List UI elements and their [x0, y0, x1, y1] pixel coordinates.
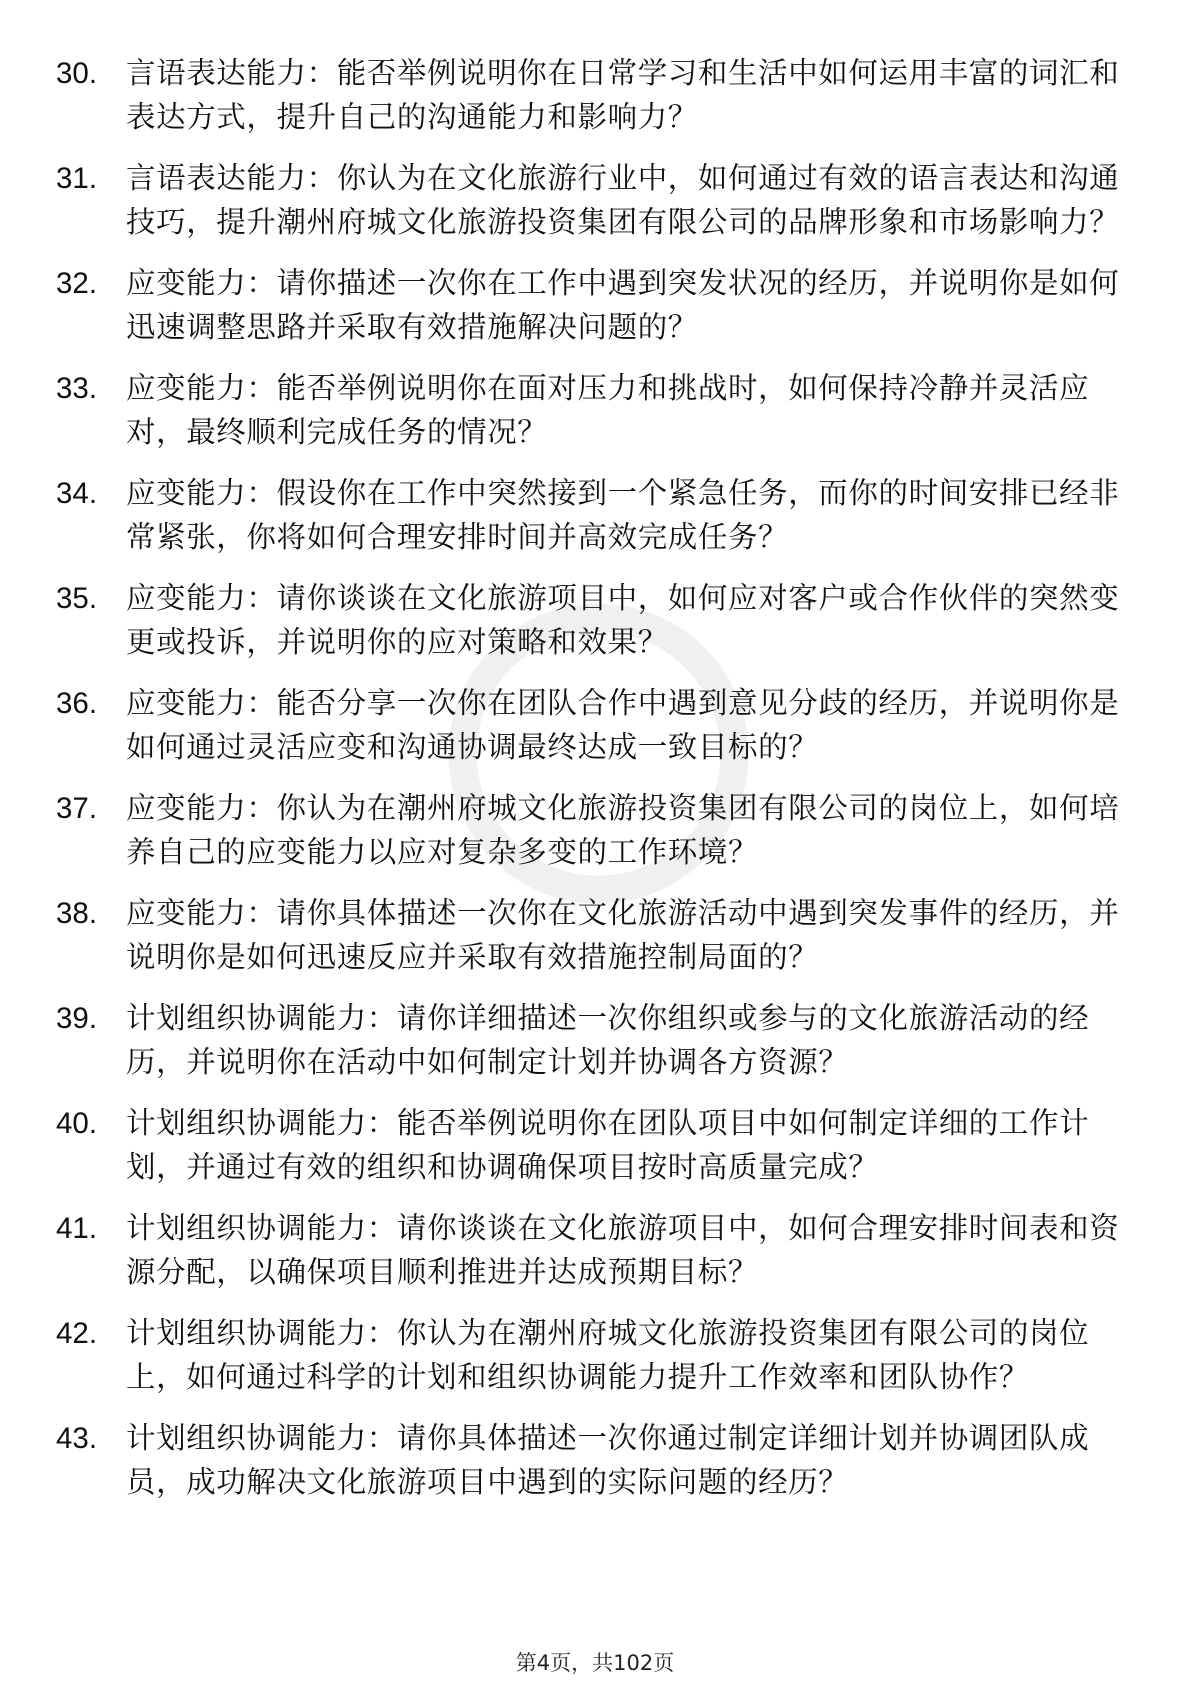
question-item-34 [56, 472, 1126, 559]
question-item-37 [56, 787, 1126, 874]
question-item-42 [56, 1312, 1126, 1399]
question-number: 31. [56, 162, 98, 195]
question-number: 41. [56, 1212, 98, 1245]
question-item-36 [56, 682, 1126, 769]
question-text: 计划组织协调能力：请你谈谈在文化旅游项目中，如何合理安排时间表和资源分配，以确保项目顺利推进并达成预期目标？ [126, 1211, 1120, 1289]
question-text: 应变能力：请你具体描述一次你在文化旅游活动中遇到突发事件的经历，并说明你是如何迅速反应并采取有效措施控制局面的？ [126, 896, 1120, 974]
question-number: 39. [56, 1002, 98, 1035]
question-number: 34. [56, 477, 98, 510]
question-item-38 [56, 892, 1126, 979]
question-number: 35. [56, 582, 98, 615]
question-item-31 [56, 157, 1126, 244]
question-text: 言语表达能力：你认为在文化旅游行业中，如何通过有效的语言表达和沟通技巧，提升潮州府城文化旅游投资集团有限公司的品牌形象和市场影响力？ [126, 161, 1120, 239]
page-footer [0, 1650, 1190, 1676]
question-item-43 [56, 1417, 1126, 1504]
question-number: 42. [56, 1317, 98, 1350]
question-item-30 [56, 52, 1126, 139]
question-number: 38. [56, 897, 98, 930]
question-item-39 [56, 997, 1126, 1084]
question-text: 应变能力：假设你在工作中突然接到一个紧急任务，而你的时间安排已经非常紧张，你将如何合理安排时间并高效完成任务？ [126, 476, 1120, 554]
question-text: 应变能力：请你描述一次你在工作中遇到突发状况的经历，并说明你是如何迅速调整思路并采取有效措施解决问题的？ [126, 266, 1120, 344]
question-text: 言语表达能力：能否举例说明你在日常学习和生活中如何运用丰富的词汇和表达方式，提升自己的沟通能力和影响力？ [126, 56, 1120, 134]
question-list [56, 52, 1126, 1522]
question-text: 计划组织协调能力：请你详细描述一次你组织或参与的文化旅游活动的经历，并说明你在活动中如何制定计划并协调各方资源？ [126, 1001, 1090, 1079]
question-number: 33. [56, 372, 98, 405]
question-text: 计划组织协调能力：能否举例说明你在团队项目中如何制定详细的工作计划，并通过有效的组织和协调确保项目按时高质量完成？ [126, 1106, 1090, 1184]
question-text: 应变能力：你认为在潮州府城文化旅游投资集团有限公司的岗位上，如何培养自己的应变能力以应对复杂多变的工作环境？ [126, 791, 1120, 869]
question-item-33 [56, 367, 1126, 454]
question-item-41 [56, 1207, 1126, 1294]
question-item-35 [56, 577, 1126, 664]
question-text: 计划组织协调能力：请你具体描述一次你通过制定详细计划并协调团队成员，成功解决文化旅游项目中遇到的实际问题的经历？ [126, 1421, 1090, 1499]
question-number: 37. [56, 792, 98, 825]
question-number: 43. [56, 1422, 98, 1455]
question-item-32 [56, 262, 1126, 349]
question-text: 计划组织协调能力：你认为在潮州府城文化旅游投资集团有限公司的岗位上，如何通过科学的计划和组织协调能力提升工作效率和团队协作？ [126, 1316, 1090, 1394]
question-number: 36. [56, 687, 98, 720]
question-number: 30. [56, 57, 98, 90]
question-number: 32. [56, 267, 98, 300]
question-number: 40. [56, 1107, 98, 1140]
question-text: 应变能力：能否分享一次你在团队合作中遇到意见分歧的经历，并说明你是如何通过灵活应变和沟通协调最终达成一致目标的？ [126, 686, 1120, 764]
question-item-40 [56, 1102, 1126, 1189]
question-text: 应变能力：能否举例说明你在面对压力和挑战时，如何保持冷静并灵活应对，最终顺利完成任务的情况？ [126, 371, 1090, 449]
page-number-label: 第4页，共102页 [515, 1651, 675, 1675]
question-text: 应变能力：请你谈谈在文化旅游项目中，如何应对客户或合作伙伴的突然变更或投诉，并说明你的应对策略和效果？ [126, 581, 1120, 659]
